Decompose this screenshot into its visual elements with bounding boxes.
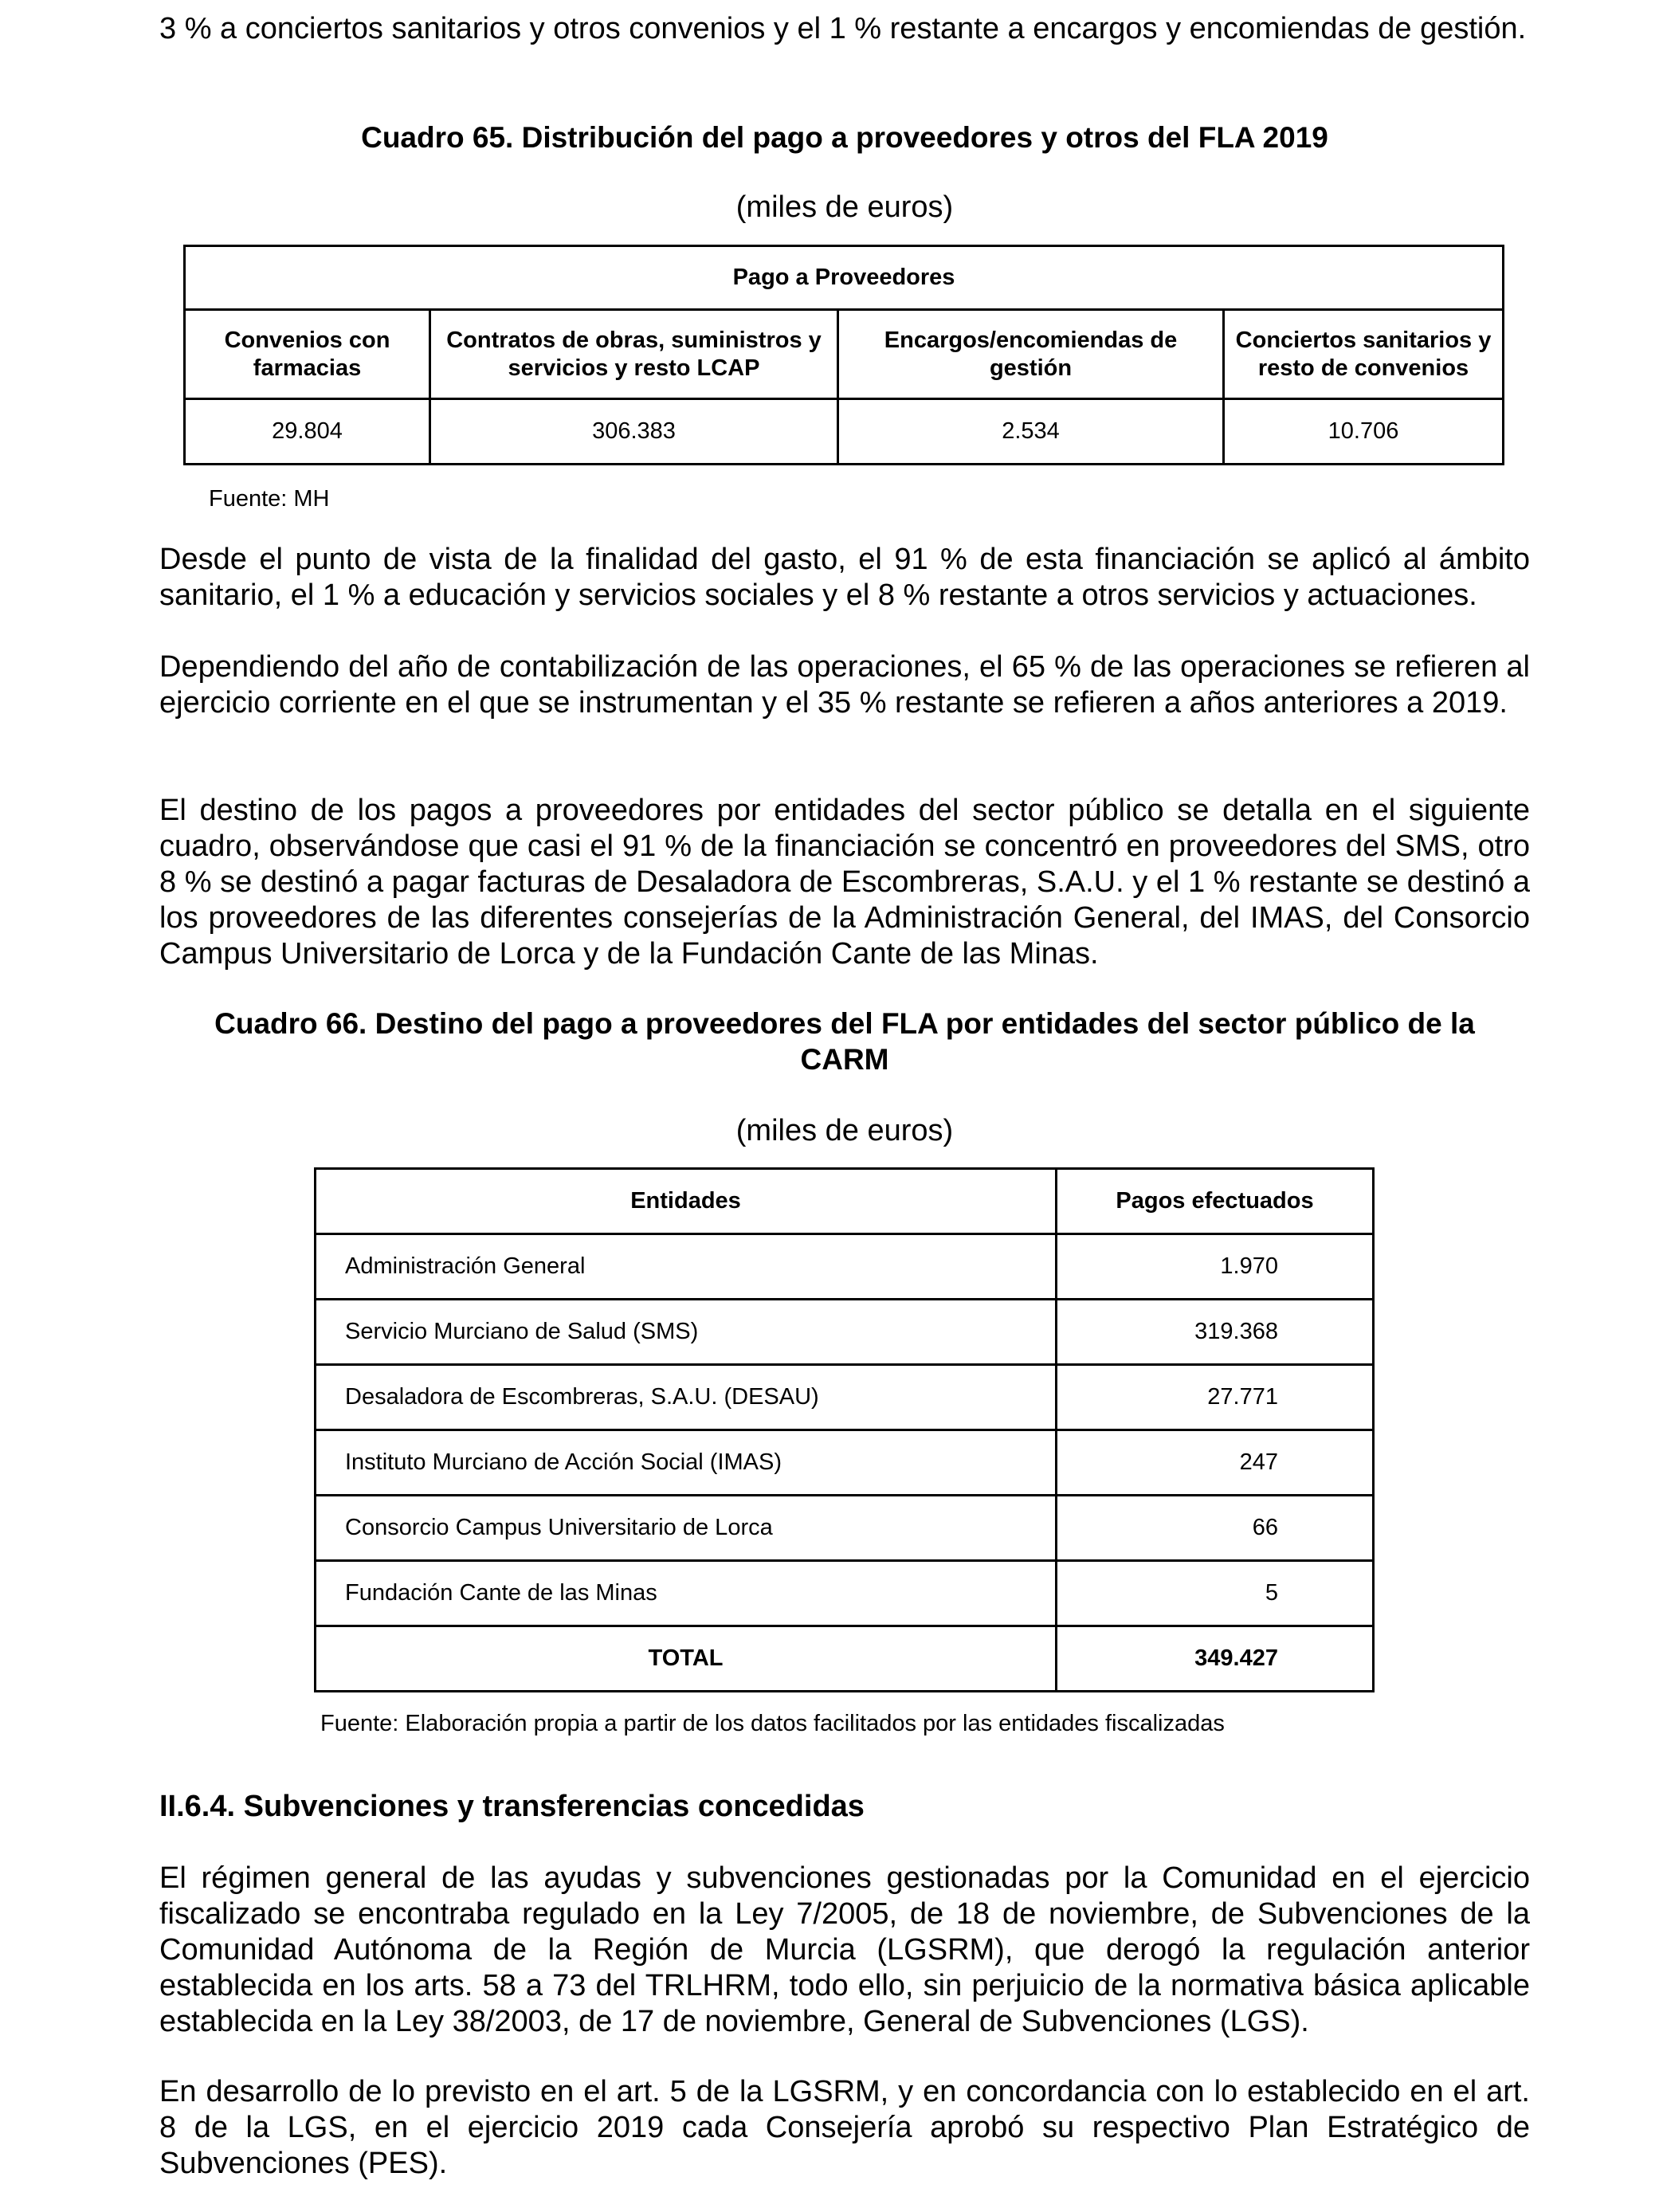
entity-name: Administración General (316, 1234, 1057, 1300)
table-row (316, 1365, 1374, 1430)
table-total-row (316, 1626, 1374, 1692)
entity-name: Servicio Murciano de Salud (SMS) (316, 1300, 1057, 1365)
table66-header-entity: Entidades (316, 1169, 1057, 1234)
table66-title (159, 1006, 1530, 1077)
table65-title: Cuadro 65. Distribución del pago a proveedores y otros del FLA 2019 (361, 121, 1328, 154)
table-row (316, 1430, 1374, 1496)
table65 (183, 245, 1504, 465)
entity-name: Consorcio Campus Universitario de Lorca (316, 1496, 1057, 1561)
table66-title-line2: CARM (800, 1043, 889, 1076)
table66-source: Fuente: Elaboración propia a partir de los datos facilitados por las entidades fiscalizadas (320, 1711, 1225, 1736)
table65-value: 10.706 (1224, 399, 1504, 465)
table65-col-header: Convenios con farmacias (185, 310, 430, 399)
entity-name: Fundación Cante de las Minas (316, 1561, 1057, 1626)
paragraph-finalidad: Desde el punto de vista de la finalidad del gasto, el 91 % de esta financiación se aplicó al ámbito sanitario, el 1 % a educación y servicios sociales y el 8 % restante a otros servicios y actuaciones. (159, 543, 1530, 612)
paragraph-contabilizacion: Dependiendo del año de contabilización de las operaciones, el 65 % de las operaciones se refieren al ejercicio corriente en el que se instrumentan y el 35 % restante se refieren a años anteriores a 2019. (159, 650, 1530, 720)
table66 (314, 1167, 1375, 1692)
table-row (316, 1561, 1374, 1626)
entity-value: 5 (1057, 1561, 1374, 1626)
paragraph-regimen: El régimen general de las ayudas y subvenciones gestionadas por la Comunidad en el ejercicio fiscalizado se encontraba regulado en la Ley 7/2005, de 18 de noviembre, de Subvenciones de la Comunidad Autónoma de la Región de Murcia (LGSRM), que derogó la regulación anterior establecida en los arts. 58 a 73 del TRLHRM, todo ello, sin perjuicio de la normativa básica aplicable establecida en la Ley 38/2003, de 17 de noviembre, General de Subvenciones (LGS). (159, 1861, 1530, 2038)
table-row (316, 1496, 1374, 1561)
entity-name: Instituto Murciano de Acción Social (IMAS) (316, 1430, 1057, 1496)
table65-units: (miles de euros) (735, 190, 954, 224)
table-row (316, 1300, 1374, 1365)
table65-col-header: Encargos/encomiendas de gestión (838, 310, 1224, 399)
paragraph-destino: El destino de los pagos a proveedores por entidades del sector público se detalla en el siguiente cuadro, observándose que casi el 91 % de la financiación se concentró en proveedores del SMS, otro 8 % se destinó a pagar facturas de Desaladora de Escombreras, S.A.U. y el 1 % restante se destinó a los proveedores de las diferentes consejerías de la Administración General, del IMAS, del Consorcio Campus Universitario de Lorca y de la Fundación Cante de las Minas. (159, 794, 1530, 971)
table66-units: (miles de euros) (735, 1114, 954, 1147)
total-label: TOTAL (316, 1626, 1057, 1692)
entity-value: 1.970 (1057, 1234, 1374, 1300)
table65-col-header: Conciertos sanitarios y resto de convenios (1224, 310, 1504, 399)
table65-group-header: Pago a Proveedores (185, 246, 1504, 310)
total-value: 349.427 (1057, 1626, 1374, 1692)
table66-title-line1: Cuadro 66. Destino del pago a proveedores del FLA por entidades del sector público de la (214, 1007, 1475, 1040)
table65-col-header: Contratos de obras, suministros y servicios y resto LCAP (430, 310, 838, 399)
intro-paragraph: 3 % a conciertos sanitarios y otros convenios y el 1 % restante a encargos y encomiendas de gestión. (159, 12, 1527, 45)
table65-source: Fuente: MH (209, 486, 330, 512)
paragraph-desarrollo: En desarrollo de lo previsto en el art. 5 de la LGSRM, y en concordancia con lo establecido en el art. 8 de la LGS, en el ejercicio 2019 cada Consejería aprobó su respectivo Plan Estratégico de Subvenciones (PES). (159, 2075, 1530, 2180)
table65-value: 2.534 (838, 399, 1224, 465)
entity-value: 319.368 (1057, 1300, 1374, 1365)
entity-value: 66 (1057, 1496, 1374, 1561)
entity-name: Desaladora de Escombreras, S.A.U. (DESAU) (316, 1365, 1057, 1430)
table-row (316, 1234, 1374, 1300)
entity-value: 247 (1057, 1430, 1374, 1496)
section-heading: II.6.4. Subvenciones y transferencias concedidas (159, 1790, 865, 1823)
table65-value: 306.383 (430, 399, 838, 465)
table66-header-value: Pagos efectuados (1057, 1169, 1374, 1234)
entity-value: 27.771 (1057, 1365, 1374, 1430)
table65-value: 29.804 (185, 399, 430, 465)
